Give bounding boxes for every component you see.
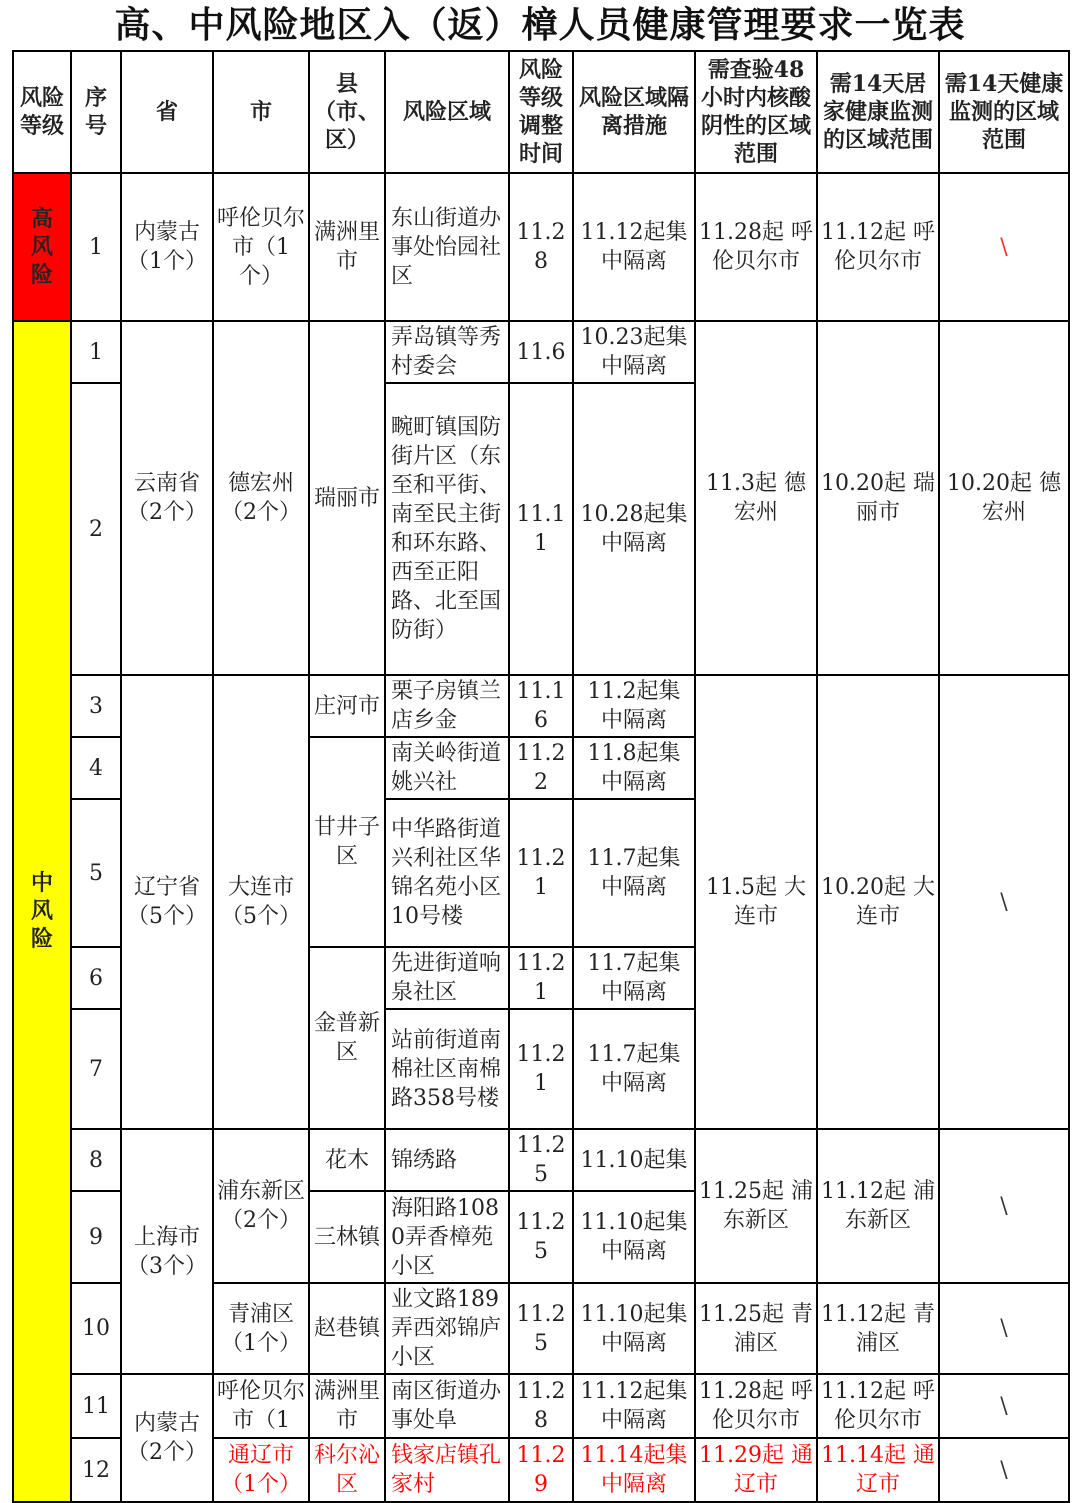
nat48-cell: 11.5起 大连市 — [695, 675, 817, 1129]
nat48-cell: 11.28起 呼伦贝尔市 — [695, 173, 817, 321]
measure-cell: 11.14起集中隔离 — [573, 1438, 695, 1502]
measure-cell: 10.28起集中隔离 — [573, 383, 695, 675]
table-row — [13, 1129, 1069, 1191]
monitor14-cell: \ — [939, 675, 1069, 1129]
header-row — [13, 51, 1069, 173]
measure-cell: 11.2起集中隔离 — [573, 675, 695, 737]
row-no: 12 — [71, 1438, 121, 1502]
header-home14: 需14天居家健康监测的区域范围 — [817, 51, 939, 173]
province-cell: 辽宁省（5个） — [121, 675, 213, 1129]
area-cell: 南区街道办事处阜 — [385, 1374, 509, 1438]
header-level: 风险等级 — [13, 51, 71, 173]
county-cell: 庄河市 — [309, 675, 385, 737]
measure-cell: 11.12起集中隔离 — [573, 1374, 695, 1438]
area-cell: 中华路街道兴利社区华锦名苑小区10号楼 — [385, 799, 509, 947]
time-cell: 11.29 — [509, 1438, 573, 1502]
county-cell: 花木 — [309, 1129, 385, 1191]
province-cell: 云南省（2个） — [121, 321, 213, 675]
measure-cell: 11.8起集中隔离 — [573, 737, 695, 799]
measure-cell: 10.23起集中隔离 — [573, 321, 695, 383]
measure-cell: 11.10起集 — [573, 1129, 695, 1191]
row-no: 1 — [71, 321, 121, 383]
city-cell: 浦东新区（2个） — [213, 1129, 309, 1283]
county-cell: 科尔沁区 — [309, 1438, 385, 1502]
county-cell: 赵巷镇 — [309, 1283, 385, 1374]
area-cell: 东山街道办事处怡园社区 — [385, 173, 509, 321]
home14-cell: 11.12起 浦东新区 — [817, 1129, 939, 1283]
row-no: 9 — [71, 1191, 121, 1283]
area-cell: 海阳路1080弄香樟苑小区 — [385, 1191, 509, 1283]
area-cell: 业文路189弄西郊锦庐小区 — [385, 1283, 509, 1374]
area-cell: 先进街道响泉社区 — [385, 947, 509, 1009]
city-cell: 大连市（5个） — [213, 675, 309, 1129]
header-county: 县（市、区） — [309, 51, 385, 173]
area-cell: 畹町镇国防街片区（东至和平街、南至民主街和环东路、西至正阳路、北至国防街） — [385, 383, 509, 675]
area-cell: 锦绣路 — [385, 1129, 509, 1191]
measure-cell: 11.7起集中隔离 — [573, 1009, 695, 1129]
measure-cell: 11.12起集中隔离 — [573, 173, 695, 321]
row-no: 11 — [71, 1374, 121, 1438]
home14-cell: 11.12起 青浦区 — [817, 1283, 939, 1374]
high-risk-label: 高风险 — [13, 173, 71, 321]
county-cell: 三林镇 — [309, 1191, 385, 1283]
time-cell: 11.25 — [509, 1191, 573, 1283]
province-cell: 内蒙古（1个） — [121, 173, 213, 321]
home14-cell: 10.20起 瑞丽市 — [817, 321, 939, 675]
header-monitor14: 需14天健康监测的区域范围 — [939, 51, 1069, 173]
header-area: 风险区域 — [385, 51, 509, 173]
county-cell: 瑞丽市 — [309, 321, 385, 675]
time-cell: 11.16 — [509, 675, 573, 737]
county-cell: 甘井子区 — [309, 737, 385, 947]
home14-cell: 11.12起 呼伦贝尔市 — [817, 173, 939, 321]
area-cell: 弄岛镇等秀村委会 — [385, 321, 509, 383]
table-row — [13, 321, 1069, 383]
area-cell: 站前街道南棉社区南棉路358号楼 — [385, 1009, 509, 1129]
county-cell: 金普新区 — [309, 947, 385, 1129]
nat48-cell: 11.25起 浦东新区 — [695, 1129, 817, 1283]
time-cell: 11.21 — [509, 947, 573, 1009]
time-cell: 11.25 — [509, 1129, 573, 1191]
monitor14-cell: \ — [939, 1283, 1069, 1374]
county-cell: 满洲里市 — [309, 173, 385, 321]
time-cell: 11.28 — [509, 1374, 573, 1438]
nat48-cell: 11.28起 呼伦贝尔市 — [695, 1374, 817, 1438]
time-cell: 11.6 — [509, 321, 573, 383]
row-no: 3 — [71, 675, 121, 737]
medium-risk-label: 中风险 — [13, 321, 71, 1502]
time-cell: 11.22 — [509, 737, 573, 799]
header-province: 省 — [121, 51, 213, 173]
province-cell: 上海市（3个） — [121, 1129, 213, 1374]
nat48-cell: 11.3起 德宏州 — [695, 321, 817, 675]
nat48-cell: 11.25起 青浦区 — [695, 1283, 817, 1374]
table-row — [13, 1374, 1069, 1438]
monitor14-cell: 10.20起 德宏州 — [939, 321, 1069, 675]
row-no: 10 — [71, 1283, 121, 1374]
monitor14-cell: \ — [939, 1129, 1069, 1283]
measure-cell: 11.7起集中隔离 — [573, 947, 695, 1009]
city-cell: 青浦区（1个） — [213, 1283, 309, 1374]
header-adjust-time: 风险等级调整时间 — [509, 51, 573, 173]
measure-cell: 11.10起集中隔离 — [573, 1283, 695, 1374]
monitor14-cell: \ — [939, 173, 1069, 321]
city-cell: 德宏州（2个） — [213, 321, 309, 675]
measure-cell: 11.10起集中隔离 — [573, 1191, 695, 1283]
row-no: 5 — [71, 799, 121, 947]
header-no: 序号 — [71, 51, 121, 173]
city-cell: 通辽市（1个） — [213, 1438, 309, 1502]
nat48-cell: 11.29起 通辽市 — [695, 1438, 817, 1502]
county-cell: 满洲里市 — [309, 1374, 385, 1438]
row-no: 7 — [71, 1009, 121, 1129]
area-cell: 钱家店镇孔家村 — [385, 1438, 509, 1502]
time-cell: 11.25 — [509, 1283, 573, 1374]
row-no: 6 — [71, 947, 121, 1009]
home14-cell: 10.20起 大连市 — [817, 675, 939, 1129]
table-row — [13, 173, 1069, 321]
monitor14-cell: \ — [939, 1374, 1069, 1438]
header-measures: 风险区域隔离措施 — [573, 51, 695, 173]
page-title: 高、中风险地区入（返）樟人员健康管理要求一览表 — [114, 4, 966, 46]
row-no: 4 — [71, 737, 121, 799]
province-cell: 内蒙古（2个） — [121, 1374, 213, 1502]
time-cell: 11.28 — [509, 173, 573, 321]
table-row — [13, 675, 1069, 737]
row-no: 1 — [71, 173, 121, 321]
row-no: 2 — [71, 383, 121, 675]
time-cell: 11.21 — [509, 1009, 573, 1129]
area-cell: 南关岭街道姚兴社 — [385, 737, 509, 799]
area-cell: 栗子房镇兰店乡金 — [385, 675, 509, 737]
time-cell: 11.11 — [509, 383, 573, 675]
measure-cell: 11.7起集中隔离 — [573, 799, 695, 947]
header-city: 市 — [213, 51, 309, 173]
time-cell: 11.21 — [509, 799, 573, 947]
home14-cell: 11.12起 呼伦贝尔市 — [817, 1374, 939, 1438]
risk-area-table — [12, 50, 1070, 1503]
header-nat48: 需查验48小时内核酸阴性的区域范围 — [695, 51, 817, 173]
home14-cell: 11.14起 通辽市 — [817, 1438, 939, 1502]
monitor14-cell: \ — [939, 1438, 1069, 1502]
row-no: 8 — [71, 1129, 121, 1191]
city-cell: 呼伦贝尔市（1 — [213, 1374, 309, 1438]
city-cell: 呼伦贝尔市（1个） — [213, 173, 309, 321]
